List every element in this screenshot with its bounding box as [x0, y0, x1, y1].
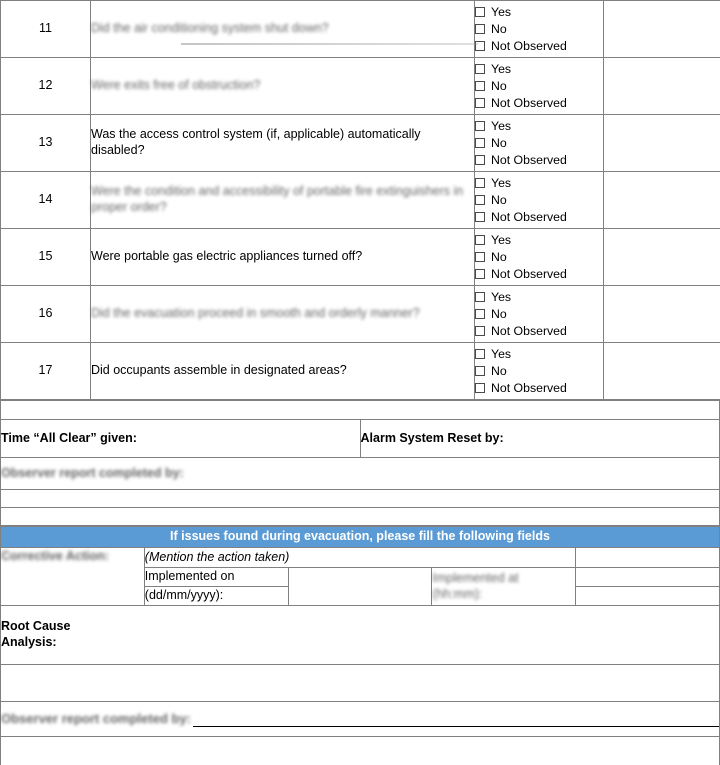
checkbox-icon[interactable]	[475, 138, 485, 148]
option-not-observed[interactable]	[475, 323, 603, 340]
question-number: 15	[1, 229, 91, 286]
question-text-cell	[91, 1, 475, 58]
root-cause-cell[interactable]	[1, 606, 720, 665]
option-label: No	[491, 251, 507, 263]
option-yes[interactable]	[475, 175, 603, 192]
question-number: 14	[1, 172, 91, 229]
implemented-on-label-cell	[144, 568, 288, 587]
question-number: 17	[1, 343, 91, 400]
option-not-observed[interactable]	[475, 95, 603, 112]
implemented-on-label-line2: (dd/mm/yyyy):	[145, 588, 223, 602]
footer-tail-row	[1, 737, 720, 765]
checkbox-icon[interactable]	[475, 212, 485, 222]
option-label: No	[491, 23, 507, 35]
option-label: Not Observed	[491, 211, 567, 223]
checkbox-icon[interactable]	[475, 24, 485, 34]
footer-observer-inner	[1, 711, 719, 727]
table-row	[1, 229, 720, 286]
option-label: Not Observed	[491, 268, 567, 280]
question-number: 16	[1, 286, 91, 343]
table-row	[1, 286, 720, 343]
remarks-cell[interactable]	[604, 172, 720, 229]
option-yes[interactable]	[475, 289, 603, 306]
option-label: Yes	[491, 120, 511, 132]
mention-hint: (Mention the action taken)	[145, 550, 290, 564]
question-text: Were portable gas electric appliances turned off?	[91, 249, 362, 263]
checkbox-icon[interactable]	[475, 178, 485, 188]
option-label: Not Observed	[491, 154, 567, 166]
implemented-at-label-line2: (hh:mm):	[432, 587, 482, 601]
question-text-cell	[91, 172, 475, 229]
option-no[interactable]	[475, 192, 603, 209]
option-label: No	[491, 137, 507, 149]
implemented-at-label-cell	[432, 568, 576, 606]
table-row	[1, 343, 720, 400]
options-cell	[475, 229, 604, 286]
remarks-cell[interactable]	[604, 286, 720, 343]
implemented-on-value-cell[interactable]	[288, 568, 432, 606]
checkbox-icon[interactable]	[475, 269, 485, 279]
option-label: Not Observed	[491, 382, 567, 394]
option-yes[interactable]	[475, 61, 603, 78]
spacer-cell	[1, 401, 720, 420]
question-text: Did occupants assemble in designated areas?	[91, 363, 347, 377]
implemented-on-label-line1: Implemented on	[145, 569, 235, 583]
checkbox-icon[interactable]	[475, 252, 485, 262]
options-cell	[475, 343, 604, 400]
question-number: 12	[1, 58, 91, 115]
table-row	[1, 1, 720, 58]
root-cause-label-line1: Root Cause	[1, 619, 70, 633]
footer-tail-cell	[1, 737, 720, 765]
summary-table	[0, 400, 720, 526]
options-cell	[475, 58, 604, 115]
spacer-row	[1, 401, 720, 420]
table-row	[1, 115, 720, 172]
root-cause-blank-row	[1, 665, 720, 702]
options-cell	[475, 172, 604, 229]
option-yes[interactable]	[475, 4, 603, 21]
root-cause-label-line2: Analysis:	[1, 635, 57, 649]
remarks-cell[interactable]	[604, 1, 720, 58]
options-cell	[475, 286, 604, 343]
blank-row	[1, 490, 720, 508]
option-no[interactable]	[475, 21, 603, 38]
checkbox-icon[interactable]	[475, 121, 485, 131]
footer-observer-label: Observer report completed by:	[1, 711, 191, 727]
checkbox-icon[interactable]	[475, 383, 485, 393]
question-text: Were the condition and accessibility of portable fire extinguishers in proper order?	[91, 184, 463, 214]
alarm-reset-label: Alarm System Reset by:	[361, 431, 504, 445]
remarks-cell[interactable]	[604, 58, 720, 115]
implemented-on-label-cell-2	[144, 587, 288, 606]
action-taken-cell[interactable]	[144, 548, 575, 568]
option-no[interactable]	[475, 306, 603, 323]
checkbox-icon[interactable]	[475, 7, 485, 17]
issues-blank-cell[interactable]	[576, 548, 720, 568]
option-not-observed[interactable]	[475, 266, 603, 283]
option-label: Yes	[491, 63, 511, 75]
table-row	[1, 58, 720, 115]
smudge-line	[181, 43, 478, 45]
option-not-observed[interactable]	[475, 209, 603, 226]
option-not-observed[interactable]	[475, 152, 603, 169]
remarks-cell[interactable]	[604, 343, 720, 400]
observer-report-cell[interactable]	[1, 458, 720, 490]
root-cause-blank-cell[interactable]	[1, 665, 720, 702]
blank-row	[1, 508, 720, 526]
checkbox-icon[interactable]	[475, 98, 485, 108]
question-text-cell	[91, 115, 475, 172]
corrective-action-row	[1, 548, 720, 568]
option-label: No	[491, 365, 507, 377]
footer-observer-cell[interactable]	[1, 702, 720, 737]
option-label: No	[491, 308, 507, 320]
option-label: Not Observed	[491, 325, 567, 337]
footer-signature-rule[interactable]	[193, 713, 719, 727]
remarks-cell[interactable]	[604, 229, 720, 286]
checkbox-icon[interactable]	[475, 155, 485, 165]
question-text-cell	[91, 343, 475, 400]
option-label: Not Observed	[491, 97, 567, 109]
table-row	[1, 172, 720, 229]
implemented-at-value-cell[interactable]	[576, 568, 720, 587]
checkbox-icon[interactable]	[475, 366, 485, 376]
all-clear-row	[1, 420, 720, 458]
option-no[interactable]	[475, 135, 603, 152]
checkbox-icon[interactable]	[475, 235, 485, 245]
question-text-cell	[91, 229, 475, 286]
option-label: Yes	[491, 348, 511, 360]
question-number: 13	[1, 115, 91, 172]
question-number: 11	[1, 1, 91, 58]
option-label: Yes	[491, 6, 511, 18]
option-yes[interactable]	[475, 346, 603, 363]
options-cell	[475, 1, 604, 58]
issues-blank-cell-2[interactable]	[576, 587, 720, 606]
remarks-cell[interactable]	[604, 115, 720, 172]
blank-cell[interactable]	[1, 490, 720, 508]
time-all-clear-cell[interactable]	[1, 420, 361, 458]
observer-report-label: Observer report completed by:	[1, 466, 184, 480]
option-no[interactable]	[475, 363, 603, 380]
option-yes[interactable]	[475, 232, 603, 249]
option-label: Not Observed	[491, 40, 567, 52]
issues-table	[0, 526, 720, 765]
question-text: Did the evacuation proceed in smooth and orderly manner?	[91, 306, 420, 320]
option-no[interactable]	[475, 249, 603, 266]
option-label: No	[491, 194, 507, 206]
issues-banner	[1, 527, 720, 548]
question-text: Was the access control system (if, applicable) automatically disabled?	[91, 127, 421, 157]
option-yes[interactable]	[475, 118, 603, 135]
option-label: Yes	[491, 177, 511, 189]
checkbox-icon[interactable]	[475, 326, 485, 336]
option-label: Yes	[491, 291, 511, 303]
question-text-cell	[91, 58, 475, 115]
checkbox-icon[interactable]	[475, 309, 485, 319]
question-text-cell	[91, 286, 475, 343]
issues-banner-text: If issues found during evacuation, please fill the following fields	[170, 529, 550, 543]
root-cause-row	[1, 606, 720, 665]
corrective-action-label-cell	[1, 548, 145, 606]
observer-report-row	[1, 458, 720, 490]
question-text: Did the air conditioning system shut down?	[91, 21, 329, 35]
time-all-clear-label: Time “All Clear” given:	[1, 431, 137, 445]
corrective-action-label: Corrective Action:	[1, 549, 109, 563]
option-no[interactable]	[475, 78, 603, 95]
options-cell	[475, 115, 604, 172]
checkbox-icon[interactable]	[475, 64, 485, 74]
checkbox-icon[interactable]	[475, 292, 485, 302]
option-label: No	[491, 80, 507, 92]
checkbox-icon[interactable]	[475, 195, 485, 205]
footer-observer-row	[1, 702, 720, 737]
issues-banner-row	[1, 527, 720, 548]
option-label: Yes	[491, 234, 511, 246]
checkbox-icon[interactable]	[475, 349, 485, 359]
checkbox-icon[interactable]	[475, 81, 485, 91]
option-not-observed[interactable]	[475, 380, 603, 397]
implemented-at-label-line1: Implemented at	[432, 571, 518, 585]
alarm-reset-cell[interactable]	[360, 420, 720, 458]
question-text: Were exits free of obstruction?	[91, 78, 260, 92]
option-not-observed[interactable]	[475, 38, 603, 55]
blank-cell[interactable]	[1, 508, 720, 526]
